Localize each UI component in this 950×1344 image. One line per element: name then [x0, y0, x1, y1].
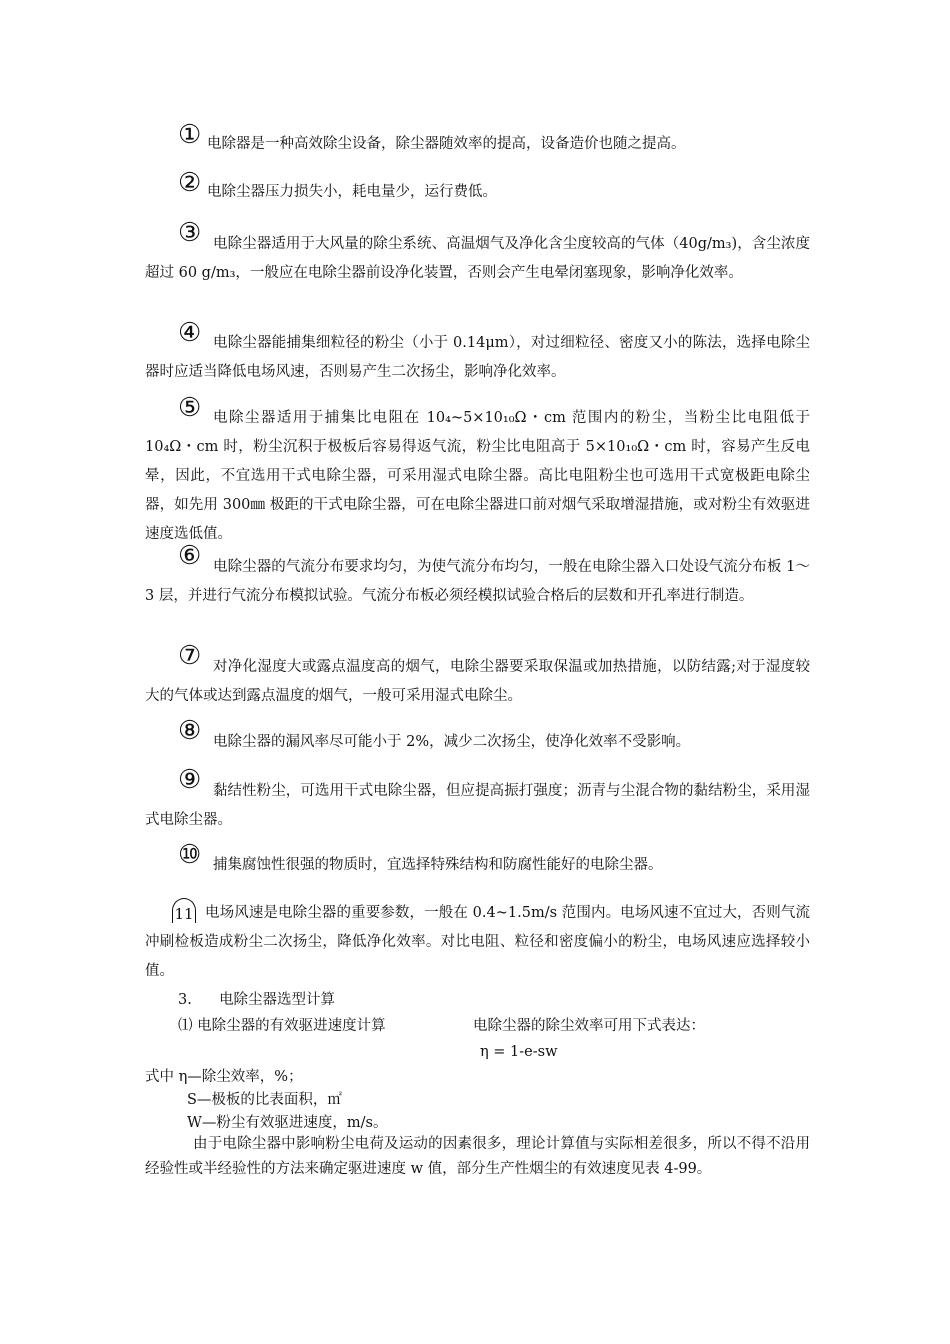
circled-number-4: ④	[178, 318, 202, 348]
definition-s: S—极板的比表面积，㎡	[187, 1092, 342, 1108]
circled-number-8: ⑧	[178, 716, 202, 746]
circled-number-10: ⑩	[178, 840, 202, 870]
section-title: 电除尘器选型计算	[219, 992, 336, 1008]
circled-number-6: ⑥	[178, 541, 202, 571]
item-7-text: 对净化湿度大或露点温度高的烟气，电除尘器要采取保温或加热措施，以防结露;对于湿度较大的气体或达到露点温度的烟气，一般可采用湿式电除尘。	[145, 659, 810, 704]
circled-number-11: 11	[172, 898, 196, 923]
subsection-label: ⑴ 电除尘器的有效驱进速度计算	[178, 1018, 386, 1034]
closing-paragraph: 由于电除尘器中影响粉尘电荷及运动的因素很多，理论计算值与实际相差很多，所以不得不沿用经验性或半经验性的方法来确定驱进速度 w 值，部分生产性烟尘的有效速度见表 4-99。	[145, 1136, 810, 1177]
item-4-text: 电除尘器能捕集细粒径的粉尘（小于 0.14μm），对过细粒径、密度又小的陈法，选择电除尘器时应适当降低电场风速，否则易产生二次扬尘，影响净化效率。	[145, 335, 810, 380]
item-10-text: 捕集腐蚀性很强的物质时，宜选择特殊结构和防腐性能好的电除尘器。	[213, 857, 663, 873]
circled-number-7: ⑦	[178, 641, 202, 671]
item-11-text: 电场风速是电除尘器的重要参数，一般在 0.4~1.5m/s 范围内。电场风速不宜过大，否则气流冲刷检板造成粉尘二次扬尘，降低净化效率。对比电阻、粒径和密度偏小的粉尘，电场风速应选择较小值。	[145, 905, 810, 979]
circled-number-9: ⑨	[178, 765, 202, 795]
where-clause: 式中 η—除尘效率，%；	[145, 1069, 303, 1085]
section-heading	[178, 990, 335, 1010]
item-9-text: 黏结性粉尘，可选用干式电除尘器，但应提高振打强度；沥青与尘混合物的黏结粉尘，采用湿式电除尘器。	[145, 783, 810, 828]
item-6-text: 电除尘器的气流分布要求均匀，为使气流分布均匀，一般在电除尘器入口处设气流分布板 1～3 层，并进行气流分布模拟试验。气流分布板必须经模拟试验合格后的层数和开孔率进行制造。	[145, 559, 810, 604]
section-number: 3.	[178, 992, 192, 1008]
circled-number-3: ③	[178, 218, 202, 248]
item-3-text: 电除尘器适用于大风量的除尘系统、高温烟气及净化含尘度较高的气体（40g/m₃)，含尘浓度超过 60 g/m₃，一般应在电除尘器前设净化装置，否则会产生电晕闭塞现象，影响净化效率。	[145, 236, 810, 281]
subsection-right-text: 电除尘器的除尘效率可用下式表达：	[473, 1018, 705, 1034]
circled-number-1: ①	[178, 120, 202, 150]
item-8-text: 电除尘器的漏风率尽可能小于 2%，减少二次扬尘，使净化效率不受影响。	[213, 734, 691, 750]
circled-number-5: ⑤	[178, 393, 202, 423]
definition-w: W—粉尘有效驱进速度，m/s。	[187, 1115, 388, 1131]
efficiency-formula: η = 1-e-sw	[480, 1044, 558, 1060]
circled-number-2: ②	[178, 168, 202, 198]
item-5-text: 电除尘器适用于捕集比电阻在 10₄~5×10₁₀Ω・cm 范围内的粉尘，当粉尘比电阻低于 10₄Ω・cm 时，粉尘沉积于极板后容易得返气流，粉尘比电阻高于 5×10₁₀Ω・cm 时，容易产生反电晕，因此，不宜选用干式电除尘器，可采用湿式电除尘器。高比电阻粉尘也可选用干式宽极距电除尘器，如先用 300㎜ 极距的干式电除尘器，可在电除尘器进口前对烟气采取增湿措施，或对粉尘有效驱进速度选低值。	[145, 410, 810, 542]
item-1-text: 电除器是一种高效除尘设备，除尘器随效率的提高，设备造价也随之提高。	[207, 136, 686, 152]
item-2-text: 电除尘器压力损失小，耗电量少，运行费低。	[207, 184, 497, 200]
